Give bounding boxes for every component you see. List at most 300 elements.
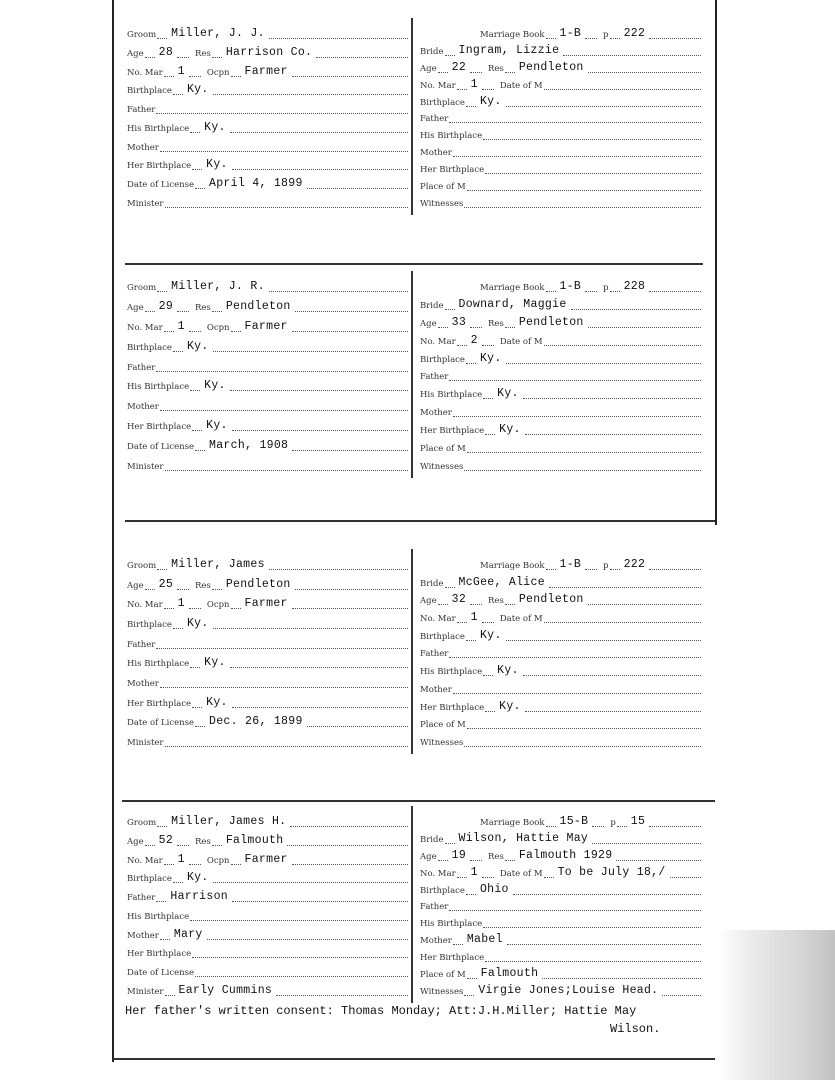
dotted-leader xyxy=(232,169,408,170)
field-label: Place of M xyxy=(420,182,466,193)
field-label: No. Mar xyxy=(420,868,456,879)
field xyxy=(480,816,604,828)
bride-field-row xyxy=(420,420,701,436)
marriage-record-card xyxy=(127,555,702,748)
field-label: No. Mar xyxy=(127,322,163,333)
field-value: 33 xyxy=(451,315,467,329)
groom-field-row xyxy=(127,575,408,591)
field-value: 52 xyxy=(158,833,174,847)
groom-field-row xyxy=(127,693,408,709)
field xyxy=(420,45,701,57)
field-label: Res xyxy=(488,318,504,329)
dotted-leader xyxy=(466,894,476,895)
dotted-leader xyxy=(160,410,408,411)
field-label: Birthplace xyxy=(127,619,172,630)
field xyxy=(420,408,701,418)
dotted-leader xyxy=(670,877,701,878)
field-label: Bride xyxy=(420,46,444,57)
bride-field-row xyxy=(420,438,701,454)
field-label: His Birthplace xyxy=(127,911,190,922)
dotted-leader xyxy=(295,311,408,312)
field-value: McGee, Alice xyxy=(458,575,545,589)
dotted-leader xyxy=(173,628,183,629)
field xyxy=(420,630,701,642)
field-label: Date of License xyxy=(127,442,195,452)
dotted-leader xyxy=(189,608,201,609)
dotted-leader xyxy=(467,978,477,979)
groom-field-row xyxy=(127,193,408,209)
groom-field-row xyxy=(127,943,408,959)
dotted-leader xyxy=(546,826,556,827)
field-value: 28 xyxy=(158,45,174,59)
field-value: Ky. xyxy=(204,379,226,393)
dotted-leader xyxy=(292,864,408,865)
field-value: 29 xyxy=(158,299,174,313)
dotted-leader xyxy=(145,311,155,312)
groom-field-row xyxy=(127,614,408,630)
dotted-leader xyxy=(164,608,174,609)
groom-field-row xyxy=(127,118,408,134)
page-left-border xyxy=(112,0,114,1062)
field xyxy=(420,199,701,209)
field xyxy=(127,816,408,828)
field-label: No. Mar xyxy=(127,67,163,78)
field-label: Res xyxy=(195,302,211,313)
groom-field-row xyxy=(127,155,408,171)
dotted-leader xyxy=(453,156,701,157)
field-value: Falmouth 1929 xyxy=(518,848,613,862)
field-label: His Birthplace xyxy=(127,659,190,670)
groom-field-row xyxy=(127,653,408,669)
bride-field-row xyxy=(420,913,701,929)
field-value: 222 xyxy=(623,27,646,40)
bride-field-row xyxy=(420,896,701,912)
field-value: Ky. xyxy=(206,158,228,172)
dotted-leader xyxy=(546,291,556,292)
dotted-leader xyxy=(449,380,701,381)
field-value: Downard, Maggie xyxy=(458,297,567,311)
groom-field-row xyxy=(127,436,408,452)
dotted-leader xyxy=(464,470,701,471)
field-value: Ky. xyxy=(479,351,502,365)
field-value: Farmer xyxy=(244,852,288,866)
dotted-leader xyxy=(467,190,701,191)
dotted-leader xyxy=(287,845,408,846)
field-value: Farmer xyxy=(244,319,288,333)
field-value: Ky. xyxy=(186,616,209,630)
field-label: Father xyxy=(420,372,449,383)
bride-field-row xyxy=(420,964,701,980)
dotted-leader xyxy=(544,345,701,346)
column-divider xyxy=(411,18,413,215)
dotted-leader xyxy=(157,291,167,292)
dotted-leader xyxy=(165,746,409,747)
bride-field-row xyxy=(420,829,701,845)
dotted-leader xyxy=(192,707,202,708)
field xyxy=(189,301,408,313)
dotted-leader xyxy=(453,944,463,945)
field xyxy=(494,614,701,624)
field-label: p xyxy=(610,818,616,828)
field-label: Mother xyxy=(127,678,159,689)
groom-field-row xyxy=(127,634,408,650)
field xyxy=(494,337,701,347)
field-label: Birthplace xyxy=(420,631,465,642)
dotted-leader xyxy=(164,76,174,77)
field xyxy=(420,114,701,124)
field-label: Father xyxy=(127,893,156,904)
field-label: Age xyxy=(420,851,437,862)
dotted-leader xyxy=(213,882,408,883)
field xyxy=(597,28,701,40)
dotted-leader xyxy=(445,587,455,588)
dotted-leader xyxy=(610,291,620,292)
field xyxy=(482,850,701,862)
field-value: 15 xyxy=(630,815,646,828)
field-label: Marriage Book xyxy=(480,30,545,40)
field-value: Ky. xyxy=(497,387,519,401)
groom-field-row xyxy=(127,396,408,412)
field-label: No. Mar xyxy=(420,336,456,347)
field xyxy=(420,665,701,677)
field-label: Her Birthplace xyxy=(420,165,485,176)
field-value: Miller, James xyxy=(171,558,265,571)
dotted-leader xyxy=(290,826,408,827)
field xyxy=(127,891,408,903)
dotted-leader xyxy=(232,430,408,431)
field xyxy=(127,872,408,884)
field-label: Bride xyxy=(420,578,444,589)
dotted-leader xyxy=(173,94,183,95)
field-value: 1-B xyxy=(559,558,582,571)
dotted-leader xyxy=(649,569,701,570)
dotted-leader xyxy=(207,939,408,940)
dotted-leader xyxy=(316,57,408,58)
field-value: Mary xyxy=(173,927,203,941)
groom-field-row xyxy=(127,673,408,689)
card-separator xyxy=(125,520,715,522)
field-value: 1 xyxy=(177,597,185,611)
dotted-leader xyxy=(177,845,189,846)
groom-field-row xyxy=(127,962,408,978)
field-label: Res xyxy=(195,48,211,59)
field xyxy=(420,335,494,347)
bride-field-row xyxy=(420,714,701,730)
dotted-leader xyxy=(164,864,174,865)
field-label: Her Birthplace xyxy=(127,422,192,433)
groom-field-row xyxy=(127,868,408,884)
bride-field-row xyxy=(420,643,701,659)
bride-field-row xyxy=(420,661,701,677)
field-label: Date of M xyxy=(499,80,543,91)
groom-field-row xyxy=(127,925,408,941)
field xyxy=(480,28,597,40)
dotted-leader xyxy=(483,675,493,676)
field-value: Ohio xyxy=(479,882,509,896)
dotted-leader xyxy=(457,89,467,90)
field-label: His Birthplace xyxy=(420,667,483,678)
field-label: Mother xyxy=(420,936,452,947)
groom-column xyxy=(127,555,408,748)
field-label: Date of License xyxy=(127,180,195,191)
field-label: p xyxy=(603,283,609,293)
field-label: No. Mar xyxy=(420,614,456,625)
bride-column xyxy=(420,277,701,472)
field-label: Ocpn xyxy=(206,600,230,611)
dotted-leader xyxy=(585,569,597,570)
bride-field-row xyxy=(420,366,701,382)
bride-field-row xyxy=(420,981,701,997)
dotted-leader xyxy=(156,648,408,649)
field-label: p xyxy=(603,30,609,40)
field-value: To be July 18,/ xyxy=(557,865,666,879)
dotted-leader xyxy=(231,864,241,865)
field xyxy=(127,835,189,847)
dotted-leader xyxy=(276,995,408,996)
column-divider xyxy=(411,271,413,478)
field-label: Witnesses xyxy=(420,461,464,472)
field-value: 1 xyxy=(177,852,185,866)
field-label: Mother xyxy=(420,148,452,159)
field-value: Ky. xyxy=(479,94,502,108)
groom-field-row xyxy=(127,850,408,866)
field-value: 1 xyxy=(177,319,185,333)
bride-field-row xyxy=(420,863,701,879)
field-value: Mabel xyxy=(466,933,503,947)
field xyxy=(127,559,408,571)
field-label: Mother xyxy=(420,408,452,419)
field xyxy=(127,402,408,412)
dotted-leader xyxy=(649,291,701,292)
field-label: No. Mar xyxy=(420,80,456,91)
dotted-leader xyxy=(231,608,241,609)
field-value: Falmouth xyxy=(480,967,539,981)
dotted-leader xyxy=(213,94,408,95)
bride-field-row xyxy=(420,313,701,329)
groom-field-row xyxy=(127,555,408,571)
dotted-leader xyxy=(269,569,408,570)
field-label: Date of M xyxy=(499,614,543,625)
field-value: Pendleton xyxy=(225,577,291,591)
dotted-leader xyxy=(165,995,175,996)
groom-field-row xyxy=(127,732,408,748)
dotted-leader xyxy=(470,860,482,861)
field-value: 25 xyxy=(158,577,174,591)
field-label: Res xyxy=(488,63,504,74)
field xyxy=(127,47,189,59)
dotted-leader xyxy=(616,860,701,861)
bride-field-row xyxy=(420,159,701,175)
field-label: Ocpn xyxy=(206,855,230,866)
field-label: Groom xyxy=(127,283,157,293)
consent-note-line-2: Wilson. xyxy=(610,1022,661,1036)
card-separator xyxy=(125,263,703,265)
groom-field-row xyxy=(127,174,408,190)
field-value: Miller, J. J. xyxy=(171,27,265,40)
bride-field-row xyxy=(420,24,701,40)
field-label: Age xyxy=(127,580,144,591)
dotted-leader xyxy=(189,76,201,77)
field-value: 1-B xyxy=(559,27,582,40)
dotted-leader xyxy=(457,345,467,346)
column-divider xyxy=(411,806,413,1003)
dotted-leader xyxy=(506,106,701,107)
bride-field-row xyxy=(420,812,701,828)
groom-column xyxy=(127,24,408,209)
dotted-leader xyxy=(156,371,408,372)
field-value: Pendleton xyxy=(518,593,584,607)
field xyxy=(420,701,701,713)
field xyxy=(189,835,408,847)
column-divider xyxy=(411,549,413,754)
field-label: Her Birthplace xyxy=(420,702,485,713)
field xyxy=(127,440,408,452)
field-value: Farmer xyxy=(244,597,288,611)
field xyxy=(127,159,408,171)
bride-field-row xyxy=(420,75,701,91)
field xyxy=(127,143,408,153)
dotted-leader xyxy=(449,122,701,123)
field-label: Her Birthplace xyxy=(127,949,192,960)
field xyxy=(420,388,701,400)
bride-field-row xyxy=(420,193,701,209)
dotted-leader xyxy=(189,331,201,332)
field-label: Father xyxy=(127,362,156,373)
field-label: Bride xyxy=(420,300,444,311)
dotted-leader xyxy=(160,151,408,152)
dotted-leader xyxy=(523,398,701,399)
field-value: Ky. xyxy=(204,656,226,670)
field-label: Her Birthplace xyxy=(420,426,485,437)
field xyxy=(127,716,408,728)
dotted-leader xyxy=(549,587,701,588)
field xyxy=(420,372,701,382)
bride-field-row xyxy=(420,277,701,293)
field-label: Mother xyxy=(127,402,159,413)
dotted-leader xyxy=(230,390,408,391)
field-label: Age xyxy=(420,596,437,607)
dotted-leader xyxy=(192,169,202,170)
dotted-leader xyxy=(145,589,155,590)
field xyxy=(420,79,494,91)
dotted-leader xyxy=(212,845,222,846)
field xyxy=(127,657,408,669)
dotted-leader xyxy=(483,398,493,399)
field xyxy=(201,854,408,866)
dotted-leader xyxy=(213,351,408,352)
dotted-leader xyxy=(292,608,408,609)
field-label: Groom xyxy=(127,30,157,40)
groom-field-row xyxy=(127,456,408,472)
field-label: Bride xyxy=(420,834,444,845)
field xyxy=(127,66,201,78)
dotted-leader xyxy=(438,604,448,605)
field-value: Ky. xyxy=(479,628,502,642)
dotted-leader xyxy=(649,38,701,39)
dotted-leader xyxy=(438,72,448,73)
marriage-record-card xyxy=(127,812,702,997)
field-value: Ky. xyxy=(499,699,521,713)
field xyxy=(420,720,701,730)
dotted-leader xyxy=(195,188,205,189)
field-label: Mother xyxy=(127,142,159,153)
page-right-border xyxy=(715,0,717,525)
dotted-leader xyxy=(231,331,241,332)
dotted-leader xyxy=(232,901,408,902)
field-label: Birthplace xyxy=(420,885,465,896)
field-value: Ky. xyxy=(186,83,209,97)
field-value: Wilson, Hattie May xyxy=(458,831,589,845)
field-label: Minister xyxy=(127,986,164,997)
field xyxy=(127,640,408,650)
field-value: Harrison xyxy=(170,890,228,904)
dotted-leader xyxy=(177,311,189,312)
bride-field-row xyxy=(420,573,701,589)
bride-field-row xyxy=(420,142,701,158)
dotted-leader xyxy=(177,589,189,590)
dotted-leader xyxy=(506,363,701,364)
field xyxy=(420,317,482,329)
field xyxy=(127,618,408,630)
field xyxy=(127,929,408,941)
field xyxy=(420,182,701,192)
field-value: March, 1908 xyxy=(209,439,289,452)
bride-field-row xyxy=(420,679,701,695)
field xyxy=(127,28,408,40)
dotted-leader xyxy=(588,327,701,328)
dotted-leader xyxy=(292,76,408,77)
field-label: Minister xyxy=(127,461,164,472)
dotted-leader xyxy=(544,622,701,623)
field xyxy=(420,165,701,175)
bride-field-row xyxy=(420,41,701,57)
field xyxy=(127,579,189,591)
dotted-leader xyxy=(585,38,597,39)
dotted-leader xyxy=(585,291,597,292)
bride-field-row xyxy=(420,608,701,624)
dotted-leader xyxy=(505,860,515,861)
bride-field-row xyxy=(420,384,701,400)
field-label: Place of M xyxy=(420,970,466,981)
bride-field-row xyxy=(420,125,701,141)
field xyxy=(604,816,701,828)
dotted-leader xyxy=(464,207,701,208)
field-label: Place of M xyxy=(420,444,466,455)
marriage-record-card xyxy=(127,277,702,472)
field-value: Pendleton xyxy=(225,299,291,313)
field xyxy=(420,884,701,896)
dotted-leader xyxy=(195,976,408,977)
field-value: Virgie Jones;Louise Head. xyxy=(478,983,659,997)
groom-column xyxy=(127,277,408,472)
field xyxy=(420,649,701,659)
groom-field-row xyxy=(127,906,408,922)
field-label: Witnesses xyxy=(420,737,464,748)
dotted-leader xyxy=(230,132,408,133)
dotted-leader xyxy=(230,667,408,668)
field-label: Father xyxy=(420,114,449,125)
field xyxy=(127,598,201,610)
dotted-leader xyxy=(190,390,200,391)
groom-field-row xyxy=(127,24,408,40)
dotted-leader xyxy=(470,604,482,605)
bride-field-row xyxy=(420,732,701,748)
dotted-leader xyxy=(445,309,455,310)
bride-field-row xyxy=(420,846,701,862)
field-label: No. Mar xyxy=(127,855,163,866)
field xyxy=(482,62,701,74)
field-value: Ingram, Lizzie xyxy=(458,43,560,57)
